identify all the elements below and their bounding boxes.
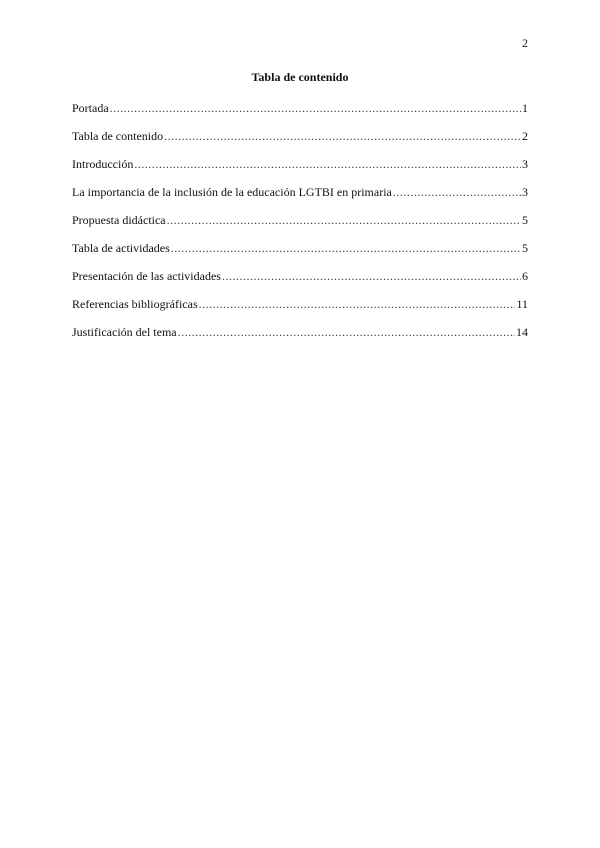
- toc-dot-leader: [164, 128, 521, 144]
- toc-entry-tabla-de-actividades[interactable]: [72, 240, 528, 268]
- toc-entry-importancia-inclusion[interactable]: [72, 184, 528, 212]
- toc-entry-referencias-bibliograficas[interactable]: [72, 296, 528, 324]
- toc-entry-page: 6: [522, 269, 528, 283]
- toc-entry-presentacion-actividades[interactable]: [72, 268, 528, 296]
- toc-entry-propuesta-didactica[interactable]: [72, 212, 528, 240]
- toc-dot-leader: [199, 296, 516, 312]
- toc-entry-label: Tabla de contenido: [72, 129, 164, 143]
- toc-entry-page: 5: [522, 241, 528, 255]
- toc-dot-leader: [110, 100, 521, 116]
- toc-entry-label: Tabla de actividades: [72, 241, 170, 255]
- toc-entry-page: 3: [522, 185, 528, 199]
- toc-entry-label: La importancia de la inclusión de la educación LGTBI en primaria: [72, 185, 392, 199]
- toc-entry-label: Propuesta didáctica: [72, 213, 166, 227]
- toc-entry-tabla-de-contenido[interactable]: [72, 128, 528, 156]
- toc-entry-page: 2: [522, 129, 528, 143]
- toc-entry-page: 3: [522, 157, 528, 171]
- toc-entry-justificacion-tema[interactable]: [72, 324, 528, 352]
- toc-entry-page: 1: [522, 101, 528, 115]
- toc-entry-portada[interactable]: [72, 100, 528, 128]
- toc-entry-label: Presentación de las actividades: [72, 269, 221, 283]
- toc-entry-label: Justificación del tema: [72, 325, 177, 339]
- toc-entry-label: Referencias bibliográficas: [72, 297, 198, 311]
- table-of-contents: [72, 100, 528, 352]
- toc-entry-page: 5: [522, 213, 528, 227]
- toc-dot-leader: [222, 268, 521, 284]
- toc-dot-leader: [393, 184, 521, 200]
- toc-dot-leader: [134, 156, 521, 172]
- toc-entry-label: Introducción: [72, 157, 134, 171]
- toc-entry-page: 11: [516, 297, 528, 311]
- toc-dot-leader: [178, 324, 515, 340]
- toc-entry-page: 14: [516, 325, 528, 339]
- page-number: 2: [522, 36, 528, 50]
- toc-title: Tabla de contenido: [251, 70, 349, 84]
- toc-entry-introduccion[interactable]: [72, 156, 528, 184]
- toc-entry-label: Portada: [72, 101, 109, 115]
- toc-dot-leader: [171, 240, 521, 256]
- toc-dot-leader: [167, 212, 521, 228]
